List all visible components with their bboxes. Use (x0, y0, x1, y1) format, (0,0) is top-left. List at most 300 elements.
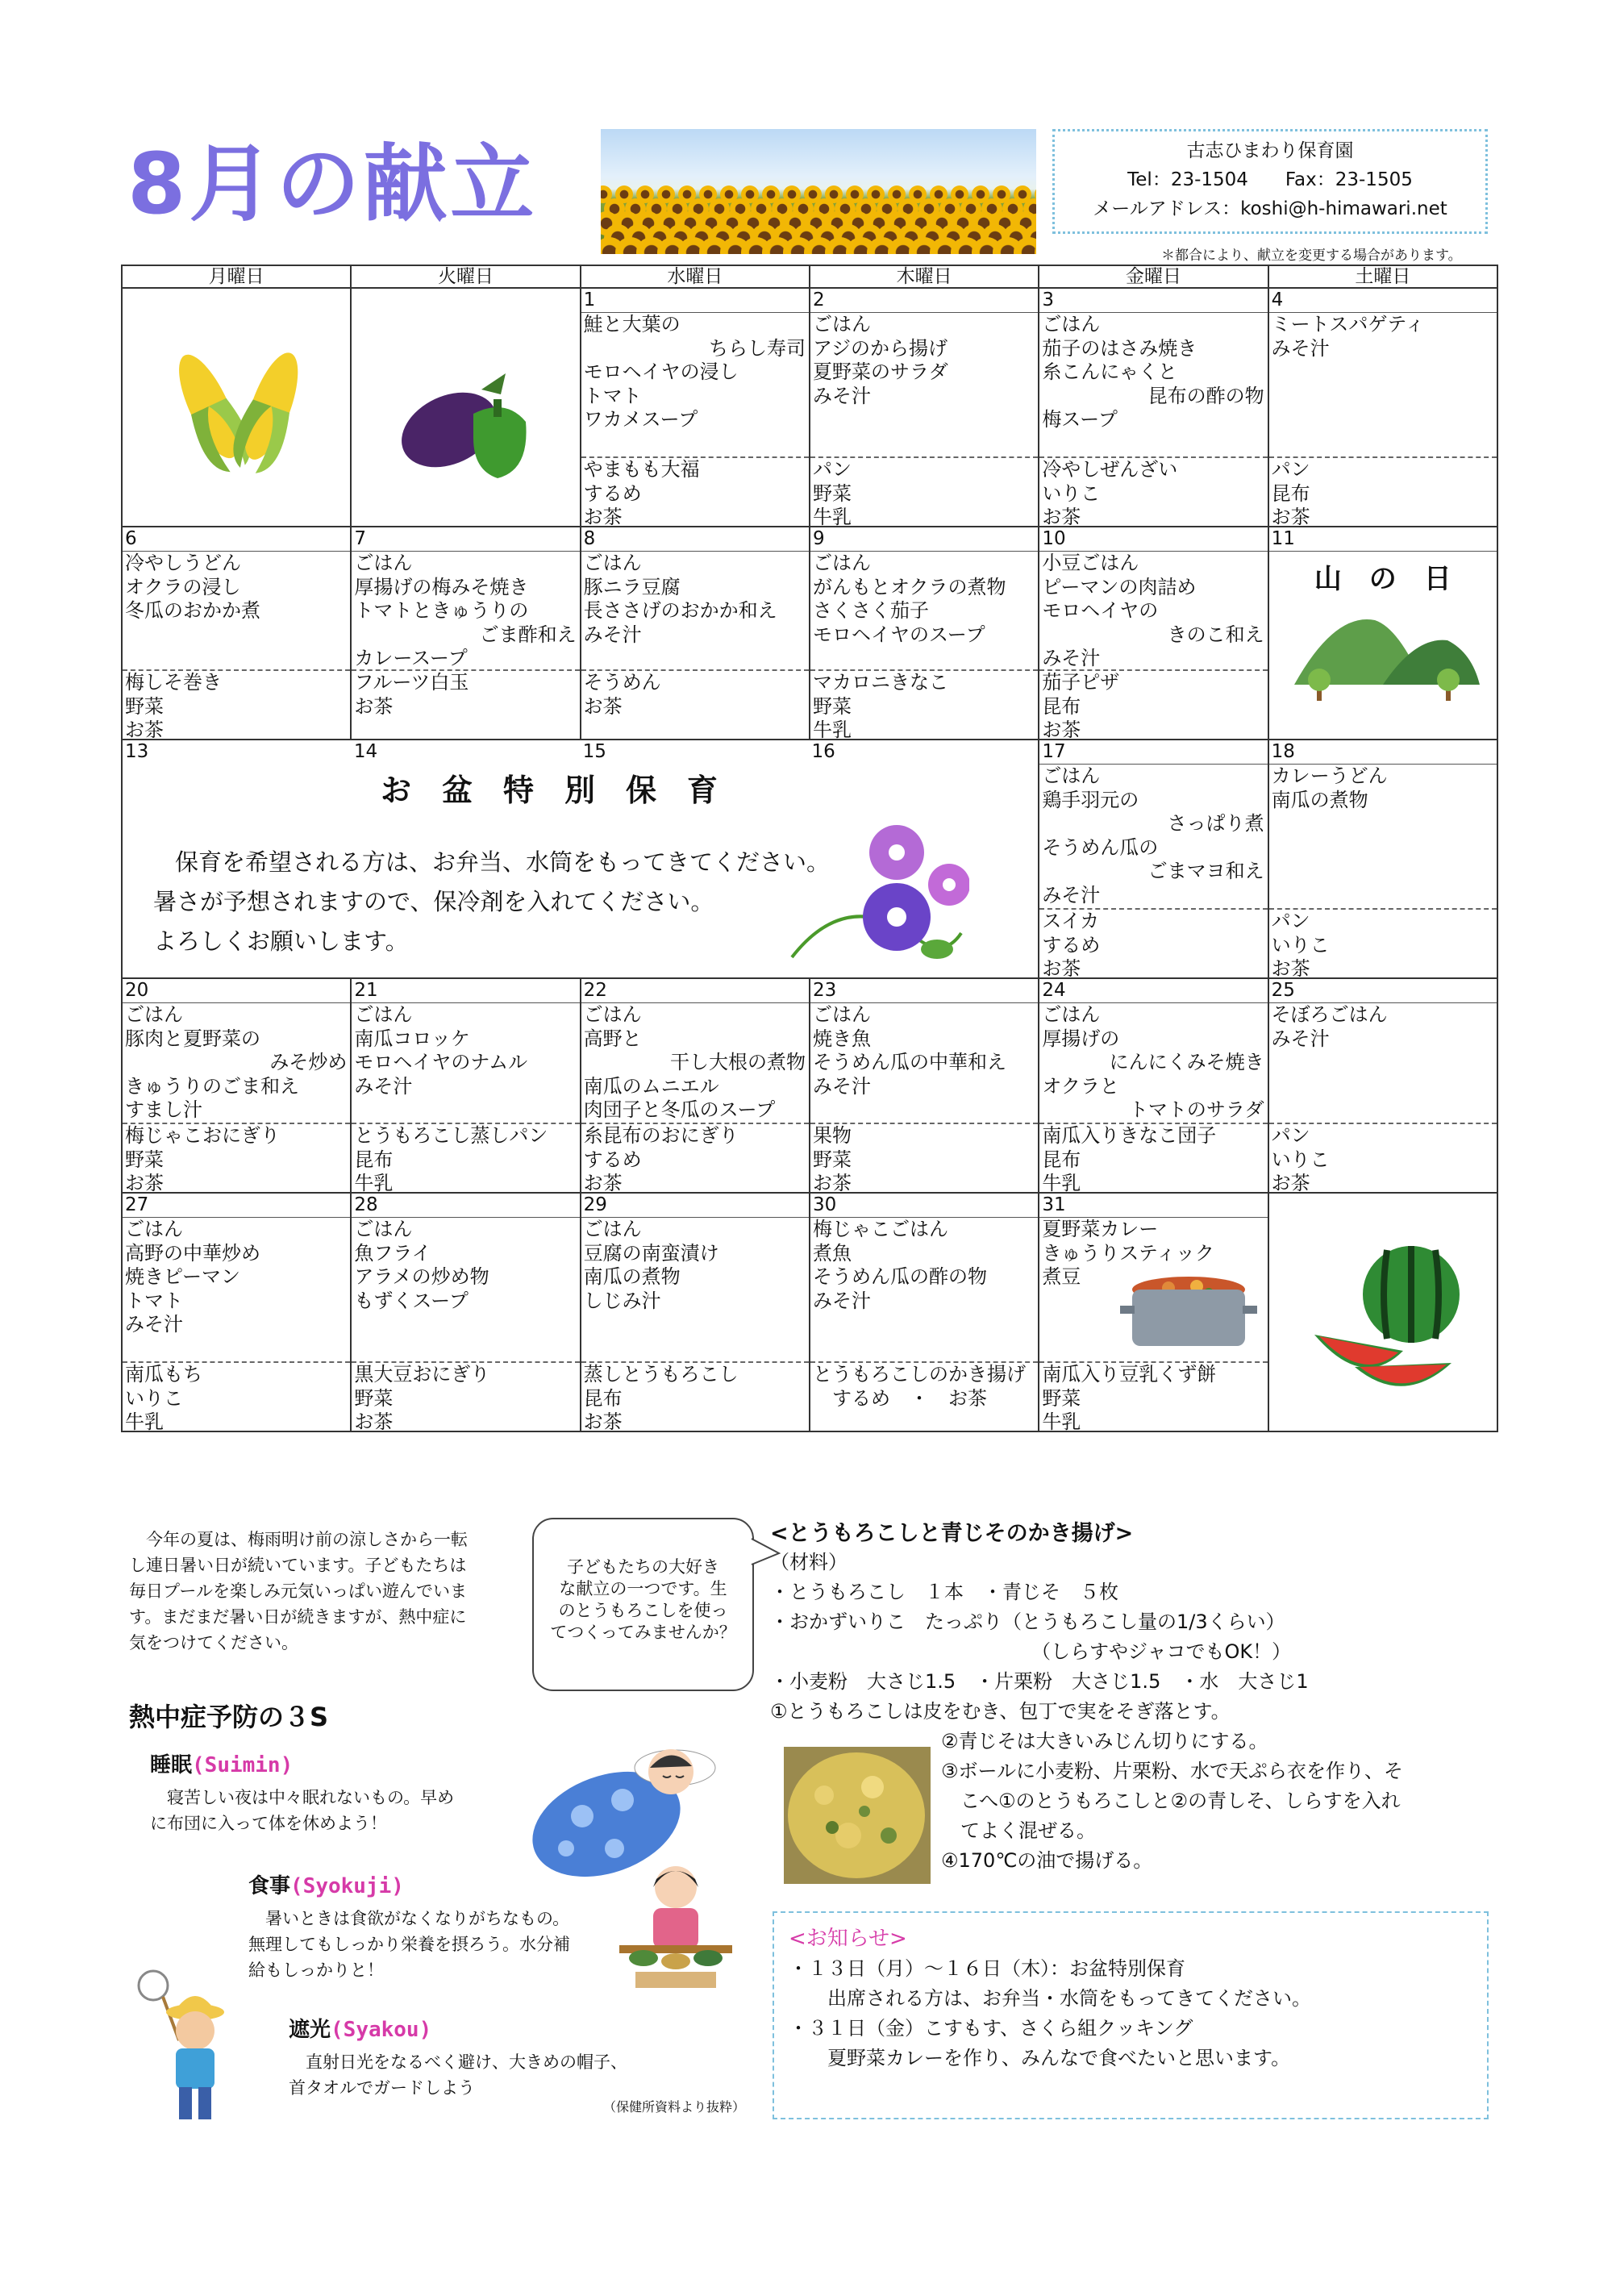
day-number (1269, 1194, 1497, 1217)
snack-menu (810, 1363, 1038, 1431)
bubble-line: のとうもろこしを使っ (558, 1601, 728, 1620)
day-number: 2 (810, 289, 1038, 313)
menu-item: みそ汁 (1271, 336, 1330, 360)
lunch-menu (1039, 1003, 1267, 1124)
recipe-title: <とうもろこしと青じそのかき揚げ> (770, 1521, 1134, 1546)
snack-item: 糸昆布のおにぎり (583, 1124, 739, 1147)
day-number: 3 (1039, 289, 1267, 313)
snack-item: いりこ (1042, 481, 1101, 505)
menu-item: 夏野菜のサラダ (812, 360, 948, 383)
menu-item: オクラの浸し (125, 575, 241, 598)
heat-title: 熱中症予防の３S (129, 1702, 329, 1732)
menu-item: 冷やしうどん (125, 552, 241, 574)
day-cell (1039, 978, 1268, 1193)
school-name: 古志ひまわり保育園 (1186, 140, 1354, 161)
day-number: 11 (1269, 527, 1497, 552)
snack-item: 牛乳 (812, 506, 852, 526)
menu-item: トマト (583, 384, 642, 407)
day-number: 1 (581, 289, 809, 313)
eating-child-icon (611, 1855, 740, 2000)
menu-item: ごはん (812, 1003, 871, 1026)
weekday-header: 木曜日 (810, 265, 1039, 288)
menu-item: ごはん (812, 552, 871, 574)
menu-item: 高野と (583, 1027, 642, 1050)
menu-item: モロヘイヤのスープ (812, 623, 985, 646)
day-cell (122, 527, 351, 740)
snack-item: お茶 (1271, 506, 1310, 526)
menu-item: きのこ和え (1167, 623, 1264, 646)
menu-item: 糸こんにゃくと (1042, 360, 1177, 383)
day-number (352, 289, 579, 312)
curry-pot-icon (1120, 1265, 1257, 1354)
menu-item: 煮魚 (812, 1241, 852, 1265)
menu-item: そうめん瓜の中華和え (812, 1051, 1006, 1073)
menu-item: 肉団子と冬瓜のスープ (583, 1098, 776, 1121)
recipe-line: （材料） (770, 1551, 848, 1573)
day-cell (810, 527, 1039, 740)
obon-line: 暑さが予想されますので、保冷剤を入れてください。 (153, 888, 714, 915)
heat-item-text: 給もしっかりと！ (248, 1961, 384, 1980)
contact-box (1052, 129, 1488, 234)
snack-menu (810, 671, 1038, 739)
snack-item: 野菜 (812, 481, 852, 505)
menu-calendar (121, 265, 1498, 1432)
day-cell (351, 288, 580, 527)
day-number: 18 (1269, 740, 1497, 765)
day-number: 4 (1269, 289, 1497, 313)
menu-item: 南瓜の煮物 (1271, 788, 1368, 811)
menu-item: 煮豆 (1042, 1265, 1081, 1288)
day-number: 9 (810, 527, 1038, 552)
intro-line: 毎日プールを楽しみ元気いっぱい遊んでいま (129, 1581, 467, 1601)
week-row (122, 740, 1497, 978)
snack-item: 昆布 (583, 1386, 623, 1410)
menu-item: ごはん (583, 1218, 642, 1240)
menu-item: 南瓜の煮物 (583, 1265, 681, 1288)
lunch-menu (352, 552, 579, 671)
snack-item: 南瓜入りきなこ団子 (1042, 1124, 1217, 1147)
weekday-header: 水曜日 (581, 265, 810, 288)
week-row (122, 527, 1497, 740)
notice-title: <お知らせ> (789, 1927, 907, 1951)
menu-item: ごはん (1042, 1003, 1101, 1026)
menu-item: 鮭と大葉の (583, 313, 681, 335)
day-number: 13 (125, 741, 149, 762)
bubble-line: な献立の一つです。生 (559, 1579, 727, 1598)
day-number: 16 (811, 741, 835, 762)
heat-item-text: 直射日光をなるべく避け、大きめの帽子、 (306, 2052, 627, 2072)
snack-item: 牛乳 (1042, 1172, 1081, 1192)
day-cell (810, 1193, 1039, 1431)
snack-menu (1039, 1124, 1267, 1192)
menu-item: 高野の中華炒め (125, 1241, 260, 1265)
menu-item: 昆布の酢の物 (1147, 384, 1264, 407)
menu-item: アラメの炒め物 (354, 1265, 489, 1288)
snack-item: お茶 (354, 694, 394, 718)
day-number: 23 (810, 979, 1038, 1003)
menu-item: がんもとオクラの煮物 (812, 575, 1006, 598)
heat-item-text: 暑いときは食欲がなくなりがちなもの。 (265, 1909, 570, 1928)
day-number: 8 (581, 527, 809, 552)
snack-menu (581, 1124, 809, 1192)
menu-item: 梅スープ (1042, 408, 1118, 431)
recipe-line: ①とうもろこしは皮をむき、包丁で実をそぎ落とす。 (770, 1700, 1231, 1723)
snack-menu (581, 1363, 809, 1431)
heat-item-sleep (150, 1748, 529, 1836)
day-cell (581, 288, 810, 527)
weekday-header: 火曜日 (351, 265, 580, 288)
menu-item: ごはん (1042, 313, 1101, 335)
menu-item: みそ汁 (354, 1074, 413, 1098)
heat-source: （保健所資料より抜粋） (603, 2099, 746, 2115)
menu-item: モロヘイヤの浸し (583, 360, 739, 383)
lunch-menu (123, 1218, 350, 1363)
lunch-menu (1269, 1003, 1497, 1124)
obon-line: よろしくお願いします。 (153, 927, 409, 955)
day-cell (581, 1193, 810, 1431)
notice-box (773, 1911, 1489, 2119)
week-row (122, 978, 1497, 1193)
watermelon-icon (1298, 1230, 1468, 1391)
heat-item-meal (248, 1869, 627, 1983)
day-cell (581, 978, 810, 1193)
notice-line: 出席される方は、お弁当・水筒をもってきてください。 (789, 1987, 1311, 2010)
menu-item: トマトのサラダ (1128, 1098, 1264, 1121)
snack-item: 果物 (812, 1124, 852, 1147)
snack-item: 牛乳 (125, 1411, 164, 1431)
menu-item: ごはん (125, 1003, 183, 1026)
menu-item: 小豆ごはん (1042, 552, 1139, 574)
snack-item: お茶 (812, 1172, 852, 1192)
day-number: 31 (1039, 1194, 1267, 1218)
menu-item: モロヘイヤのナムル (354, 1051, 528, 1073)
snack-item: お茶 (1042, 719, 1081, 739)
day-cell (351, 1193, 580, 1431)
menu-item: みそ汁 (812, 1289, 871, 1312)
snack-item: お茶 (583, 506, 623, 526)
menu-item: ごはん (1042, 765, 1101, 787)
day-number: 24 (1039, 979, 1267, 1003)
speech-bubble (532, 1518, 754, 1691)
menu-item: そうめん瓜の酢の物 (812, 1265, 987, 1288)
lunch-menu (1269, 313, 1497, 458)
snack-item: マカロニきなこ (812, 671, 948, 694)
menu-item: さっぱり煮 (1167, 812, 1264, 835)
snack-item: 野菜 (1042, 1386, 1081, 1410)
day-cell (351, 527, 580, 740)
heat-item-heading: 食事 (248, 1874, 291, 1898)
snack-item: 昆布 (1042, 1148, 1081, 1171)
snack-item: やまもも大福 (583, 458, 700, 481)
day-cell (1039, 288, 1268, 527)
snack-menu (352, 1124, 579, 1192)
snack-item: お茶 (583, 1411, 623, 1431)
snack-item: 牛乳 (812, 719, 852, 739)
lunch-menu (581, 552, 809, 671)
snack-item: 黒大豆おにぎり (354, 1363, 490, 1386)
menu-item: 長ささげのおかか和え (583, 599, 777, 622)
recipe-step: こへ①のとうもろこしと②の青しそ、しらすを入れ (941, 1790, 1401, 1812)
weekday-header: 土曜日 (1268, 265, 1497, 288)
menu-item: ごはん (583, 1003, 642, 1026)
menu-item: ごまマヨ和え (1147, 860, 1264, 882)
heat-item-heading: 睡眠 (150, 1753, 193, 1777)
snack-item: 牛乳 (1042, 1411, 1081, 1431)
day-cell (581, 527, 810, 740)
corn-icon (156, 325, 317, 486)
day-cell (122, 1193, 351, 1431)
snack-menu (352, 1363, 579, 1431)
snack-item: 南瓜もち (125, 1363, 202, 1386)
obon-day-numbers (123, 740, 1038, 764)
menu-item: 豆腐の南蛮漬け (583, 1241, 719, 1265)
snack-item: 梅じゃこおにぎり (125, 1124, 280, 1147)
lunch-menu (581, 313, 809, 458)
snack-item: スイカ (1042, 910, 1100, 932)
menu-item: 南瓜のムニエル (583, 1074, 719, 1098)
snack-menu (1039, 458, 1267, 526)
menu-item: 豚ニラ豆腐 (583, 575, 681, 598)
day-number: 15 (582, 741, 606, 762)
day-number: 22 (581, 979, 809, 1003)
menu-item: ちらし寿司 (708, 336, 806, 360)
day-cell (1268, 527, 1497, 740)
snack-item: 牛乳 (354, 1172, 394, 1192)
day-number: 30 (810, 1194, 1038, 1218)
day-cell (1268, 740, 1497, 978)
menu-item: 梅じゃこごはん (812, 1218, 948, 1240)
notice-line: ・３１日（金）こすもす、さくら組クッキング (789, 2017, 1193, 2040)
day-cell (122, 288, 351, 527)
email-address[interactable]: メールアドレス：koshi@h-himawari.net (1093, 198, 1447, 219)
menu-item: トマト (125, 1289, 183, 1312)
menu-item: 鶏手羽元の (1042, 788, 1139, 811)
page-title: 8月の献立 (127, 135, 538, 233)
snack-item: 野菜 (354, 1386, 394, 1410)
lunch-menu (581, 1003, 809, 1124)
menu-item: きゅうりスティック (1042, 1241, 1214, 1265)
day-cell (810, 978, 1039, 1193)
bubble-line: 子どもたちの大好き (567, 1557, 719, 1577)
snack-item: お茶 (1042, 506, 1081, 526)
heat-item-text: に布団に入って体を休めよう！ (150, 1814, 387, 1833)
snack-item: パン (1271, 1124, 1310, 1147)
snack-item: お茶 (125, 719, 164, 739)
snack-item: 蒸しとうもろこし (583, 1363, 739, 1386)
snack-item: パン (812, 458, 852, 481)
menu-item: ミートスパゲティ (1271, 313, 1425, 335)
menu-item: ごはん (354, 1218, 413, 1240)
snack-item: お茶 (125, 1172, 164, 1192)
snack-item: そうめん (583, 671, 661, 694)
mountain-icon (1286, 596, 1480, 709)
menu-item: ごはん (125, 1218, 183, 1240)
menu-item: 冬瓜のおかか煮 (125, 599, 260, 622)
recipe-step: てよく混ぜる。 (941, 1819, 1096, 1842)
lunch-menu (810, 552, 1038, 671)
weekday-header: 金曜日 (1039, 265, 1268, 288)
holiday-box (1269, 552, 1497, 737)
snack-menu (810, 458, 1038, 526)
notice-line: 夏野菜カレーを作り、みんなで食べたいと思います。 (789, 2047, 1291, 2069)
day-number: 17 (1039, 740, 1267, 765)
holiday-name: 山 の 日 (1314, 563, 1451, 595)
snack-item: 茄子ピザ (1042, 671, 1120, 694)
lunch-menu (810, 1218, 1038, 1363)
snack-item: お茶 (1271, 957, 1310, 977)
snack-item: するめ ・ お茶 (812, 1386, 987, 1410)
day-number (123, 289, 350, 312)
menu-item: 干し大根の煮物 (669, 1051, 806, 1073)
menu-item: しじみ汁 (583, 1289, 661, 1312)
menu-item: もずくスープ (354, 1289, 469, 1312)
snack-menu (1039, 1363, 1267, 1431)
menu-item: そぼろごはん (1271, 1003, 1388, 1026)
menu-item: みそ汁 (1042, 883, 1101, 906)
recipe-step: ②青じそは大きいみじん切りにする。 (941, 1730, 1268, 1752)
day-cell (1039, 527, 1268, 740)
heat-item-text: 無理してもしっかり栄養を摂ろう。水分補 (248, 1935, 570, 1954)
day-number: 7 (352, 527, 579, 552)
menu-item: みそ汁 (812, 384, 871, 407)
snack-item: するめ (583, 481, 642, 505)
heat-item-roman: (Syakou) (331, 2018, 432, 2042)
snack-item: お茶 (1271, 1172, 1310, 1192)
day-cell (122, 740, 1039, 978)
day-number: 20 (123, 979, 350, 1003)
snack-item: とうもろこし蒸しパン (354, 1124, 548, 1147)
snack-item: いりこ (1271, 1148, 1330, 1171)
lunch-menu (123, 1003, 350, 1124)
menu-item: トマトときゅうりの (354, 599, 529, 622)
snack-menu (352, 671, 579, 739)
day-cell (1039, 1193, 1268, 1431)
snack-item: パン (1271, 910, 1310, 932)
snack-item: いりこ (125, 1386, 183, 1410)
snack-item: 野菜 (812, 694, 852, 718)
day-cell (351, 978, 580, 1193)
snack-item: 野菜 (125, 1148, 164, 1171)
menu-item: 南瓜コロッケ (354, 1027, 470, 1050)
bubble-line: てつくってみませんか？ (550, 1623, 736, 1642)
weekday-header: 月曜日 (122, 265, 351, 288)
snack-item: パン (1271, 458, 1310, 481)
sunflower-banner-image (601, 129, 1036, 254)
snack-item: いりこ (1271, 933, 1330, 956)
snack-item: 南瓜入り豆乳くず餅 (1042, 1363, 1217, 1386)
lunch-menu (123, 552, 350, 671)
intro-line: し連日暑い日が続いています。子どもたちは (129, 1556, 467, 1575)
recipe-line: ・おかずいりこ たっぷり（とうもろこし量の1/3くらい） (770, 1611, 1285, 1633)
child-with-net-icon (131, 1968, 244, 2129)
snack-item: 昆布 (354, 1148, 394, 1171)
day-number: 6 (123, 527, 350, 552)
menu-item: 魚フライ (354, 1241, 431, 1265)
obon-line: 保育を希望される方は、お弁当、水筒をもってきてください。 (175, 848, 831, 876)
snack-menu (123, 1363, 350, 1431)
menu-item: 豚肉と夏野菜の (125, 1027, 260, 1050)
recipe-line: ・とうもろこし １本 ・青じそ ５枚 (770, 1581, 1118, 1603)
lunch-menu (581, 1218, 809, 1363)
menu-item: にんにくみそ焼き (1109, 1051, 1264, 1073)
menu-item: みそ汁 (1271, 1027, 1330, 1050)
menu-item: ピーマンの肉詰め (1042, 575, 1197, 598)
recipe-line: ・小麦粉 大さじ1.5 ・片栗粉 大さじ1.5 ・水 大さじ1 (770, 1670, 1309, 1693)
morning-glory-icon (776, 820, 969, 973)
recipe-step: ③ボールに小麦粉、片栗粉、水で天ぷら衣を作り、そ (941, 1760, 1404, 1782)
snack-menu (581, 458, 809, 526)
menu-item: 焼き魚 (812, 1027, 871, 1050)
menu-item: 厚揚げの (1042, 1027, 1120, 1050)
menu-item: ごはん (812, 313, 871, 335)
snack-item: 昆布 (1042, 694, 1081, 718)
intro-line: 気をつけてください。 (129, 1633, 298, 1652)
lunch-menu (352, 1218, 579, 1363)
lunch-menu (810, 313, 1038, 458)
menu-item: ごはん (354, 552, 413, 574)
snack-menu (1039, 671, 1267, 739)
menu-item: みそ汁 (583, 623, 642, 646)
snack-menu (581, 671, 809, 739)
intro-text (129, 1527, 508, 1656)
day-number: 29 (581, 1194, 809, 1218)
menu-item: ごはん (583, 552, 642, 574)
snack-item: とうもろこしのかき揚げ (812, 1363, 1026, 1386)
snack-menu (1269, 1124, 1497, 1192)
snack-item: 昆布 (1271, 481, 1310, 505)
day-number: 10 (1039, 527, 1267, 552)
snack-menu (1269, 910, 1497, 977)
recipe-step: ④170℃の油で揚げる。 (941, 1849, 1153, 1872)
menu-item: みそ炒め (269, 1051, 348, 1073)
menu-item: カレースープ (354, 647, 468, 669)
snack-item: 野菜 (125, 694, 164, 718)
lunch-menu (352, 1003, 579, 1124)
phone-fax: Tel：23-1504 Fax：23-1505 (1127, 169, 1413, 190)
snack-menu (123, 1124, 350, 1192)
snack-menu (1039, 910, 1267, 977)
lunch-menu (810, 1003, 1038, 1124)
menu-item: みそ汁 (812, 1074, 871, 1098)
recipe-line: （しらすやジャコでもOK！） (770, 1640, 1292, 1663)
menu-item: 厚揚げの梅みそ焼き (354, 575, 529, 598)
menu-item: アジのから揚げ (812, 336, 948, 360)
lunch-menu (1039, 765, 1267, 910)
menu-item: ごま酢和え (479, 623, 577, 646)
menu-item: オクラと (1042, 1074, 1119, 1098)
day-cell (1268, 1193, 1497, 1431)
change-note: ＊都合により、献立を変更する場合があります。 (1161, 248, 1462, 264)
day-number: 14 (353, 741, 378, 762)
snack-menu (123, 671, 350, 739)
week-row (122, 1193, 1497, 1431)
day-cell (122, 978, 351, 1193)
menu-item: みそ汁 (125, 1313, 183, 1336)
week-row (122, 288, 1497, 527)
menu-item: 焼きピーマン (125, 1265, 241, 1288)
heat-item-text: 首タオルでガードしよう (289, 2078, 475, 2098)
menu-item: モロヘイヤの (1042, 599, 1159, 622)
menu-item: すまし汁 (125, 1098, 202, 1121)
snack-item: お茶 (1042, 957, 1081, 977)
heat-item-text: 寝苦しい夜は中々眠れないもの。早め (167, 1788, 455, 1807)
snack-item: お茶 (354, 1411, 394, 1431)
intro-line: 今年の夏は、梅雨明け前の涼しさから一転 (146, 1530, 468, 1549)
day-cell (1268, 288, 1497, 527)
day-cell (1039, 740, 1268, 978)
menu-item: ワカメスープ (583, 408, 698, 431)
day-cell (1268, 978, 1497, 1193)
